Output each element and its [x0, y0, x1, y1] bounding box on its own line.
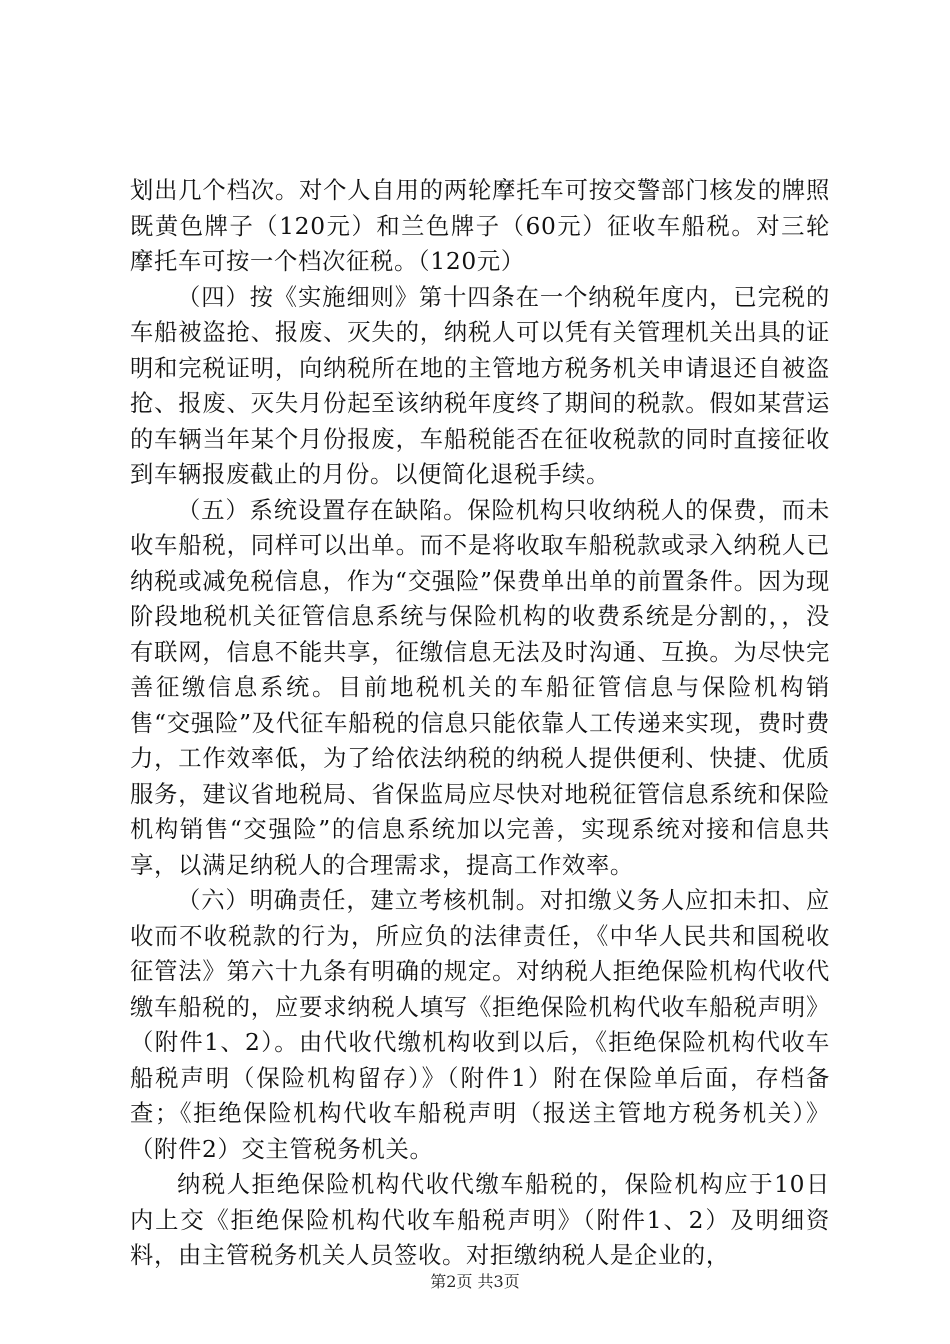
- paragraph-section-five: （五）系统设置存在缺陷。保险机构只收纳税人的保费，而未收车船税，同样可以出单。而不是将收取车船税款或录入纳税人已纳税或减免税信息，作为“交强险”保费单出单的前置条件。因为现阶段地税机关征管信息系统与保险机构的收费系统是分割的，，没有联网，信息不能共享，征缴信息无法及时沟通、互换。为尽快完善征缴信息系统。目前地税机关的车船征管信息与保险机构销售“交强险”及代征车船税的信息只能依靠人工传递来实现，费时费力，工作效率低，为了给依法纳税的纳税人提供便利、快捷、优质服务，建议省地税局、省保监局应尽快对地税征管信息系统和保险机构销售“交强险”的信息系统加以完善，实现系统对接和信息共享，以满足纳税人的合理需求，提高工作效率。: [130, 496, 830, 879]
- document-body: [130, 173, 830, 1274]
- page-number-footer: 第2页 共3页: [430, 1272, 520, 1291]
- paragraph-refusal-procedure: 纳税人拒绝保险机构代收代缴车船税的，保险机构应于10日内上交《拒绝保险机构代收车船税声明》（附件1、2）及明细资料，由主管税务机关人员签收。对拒缴纳税人是企业的，: [130, 1171, 830, 1269]
- paragraph-section-four: （四）按《实施细则》第十四条在一个纳税年度内，已完税的车船被盗抢、报废、灭失的，纳税人可以凭有关管理机关出具的证明和完税证明，向纳税所在地的主管地方税务机关申请退还自被盗抢、报废、灭失月份起至该纳税年度终了期间的税款。假如某营运的车辆当年某个月份报废，车船税能否在征收税款的同时直接征收到车辆报废截止的月份。以便简化退税手续。: [130, 283, 830, 488]
- paragraph-continuation: 划出几个档次。对个人自用的两轮摩托车可按交警部门核发的牌照既黄色牌子（120元）和兰色牌子（60元）征收车船税。对三轮摩托车可按一个档次征税。（120元）: [130, 177, 830, 275]
- paragraph-section-six: （六）明确责任，建立考核机制。对扣缴义务人应扣未扣、应收而不收税款的行为，所应负的法律责任，《中华人民共和国税收征管法》第六十九条有明确的规定。对纳税人拒绝保险机构代收代缴车船税的，应要求纳税人填写《拒绝保险机构代收车船税声明》（附件1、2）。由代收代缴机构收到以后，《拒绝保险机构代收车船税声明（保险机构留存）》（附件1）附在保险单后面，存档备查；《拒绝保险机构代收车船税声明（报送主管地方税务机关）》（附件2）交主管税务机关。: [130, 887, 830, 1163]
